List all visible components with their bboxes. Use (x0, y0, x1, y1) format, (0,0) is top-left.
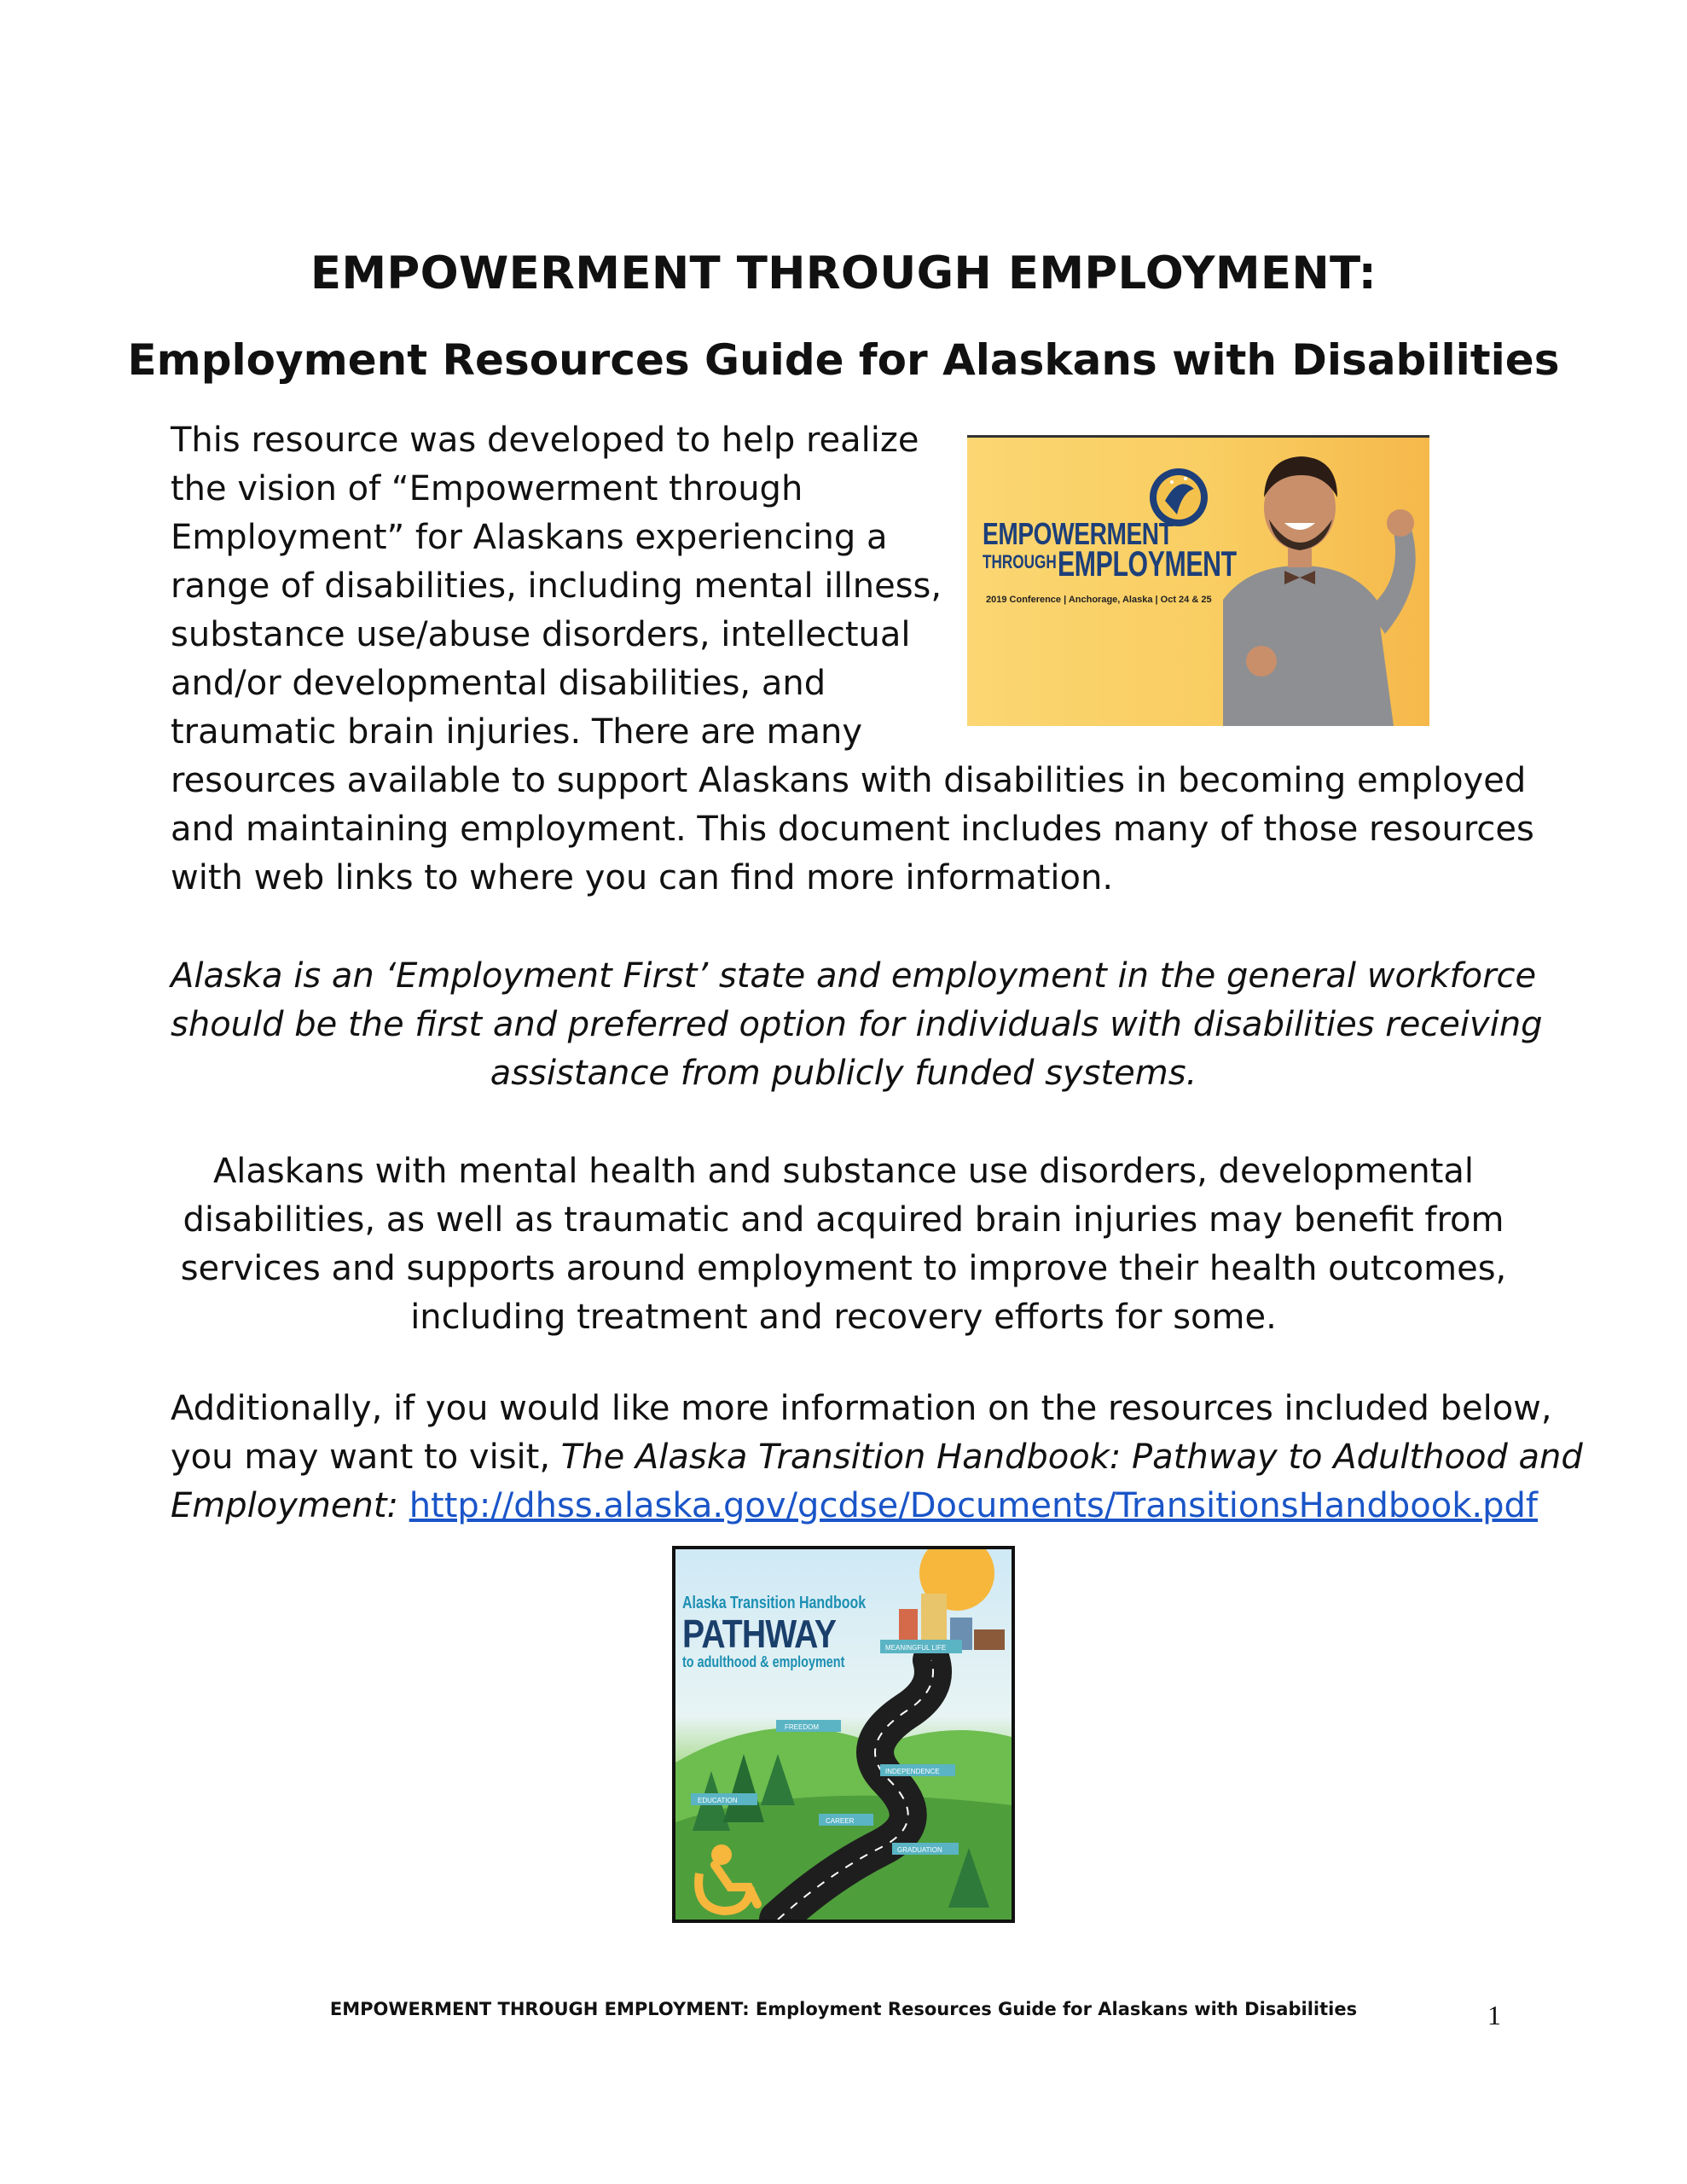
additional-info-paragraph (171, 1385, 1583, 1531)
sign-career: CAREER (826, 1817, 855, 1825)
statement-line: Alaska is an ‘Employment First’ state and employment in the general workforce (171, 956, 1537, 996)
intro-line: the vision of “Empowerment through (171, 469, 803, 508)
benefits-line: services and supports around employment to improve their health outcomes, (180, 1249, 1507, 1288)
additional-line: Additionally, if you would like more information on the resources included below, (171, 1389, 1552, 1428)
banner-brand-line2: THROUGH (983, 551, 1057, 572)
benefits-line: Alaskans with mental health and substance use disorders, developmental (212, 1152, 1475, 1191)
intro-line: substance use/abuse disorders, intellectual (171, 615, 911, 654)
cover-title: Alaska Transition Handbook (682, 1594, 867, 1612)
conference-banner-image (967, 435, 1429, 726)
employment-first-statement (171, 952, 1543, 1098)
intro-line: Employment” for Alaskans experiencing a (171, 518, 888, 557)
banner-brand-line3: EMPLOYMENT (1058, 543, 1237, 584)
page-footer: EMPOWERMENT THROUGH EMPLOYMENT: Employment Resources Guide for Alaskans with Disabilities (329, 1999, 1358, 2019)
intro-line: resources available to support Alaskans with disabilities in becoming employed (171, 761, 1527, 800)
cover-subtitle: to adulthood & employment (682, 1653, 845, 1670)
benefits-line: including treatment and recovery efforts for some. (410, 1298, 1277, 1337)
additional-line (171, 1433, 1583, 1482)
intro-line: range of disabilities, including mental illness, (171, 566, 942, 606)
banner-conference-info: 2019 Conference | Anchorage, Alaska | Oct 24 & 25 (986, 595, 1212, 605)
additional-line (171, 1482, 1552, 1531)
page-number: 1 (1487, 2000, 1501, 2030)
intro-line: with web links to where you can find more information. (171, 858, 1114, 897)
sign-freedom: FREEDOM (785, 1723, 819, 1731)
banner-brand-line1: EMPOWERMENT (983, 516, 1174, 551)
sign-meaningful-life: MEANINGFUL LIFE (885, 1644, 947, 1652)
page-title: EMPOWERMENT THROUGH EMPLOYMENT: (310, 247, 1377, 299)
statement-line: assistance from publicly funded systems. (490, 1054, 1197, 1093)
benefits-paragraph (171, 1147, 1516, 1342)
handbook-title-part1: The Alaska Transition Handbook: Pathway to Adulthood and (560, 1438, 1583, 1477)
handbook-link[interactable]: http://dhss.alaska.gov/gcdse/Documents/TransitionsHandbook.pdf (409, 1486, 1538, 1525)
intro-line: and maintaining employment. This document includes many of those resources (171, 810, 1534, 849)
intro-line: This resource was developed to help realize (171, 421, 919, 460)
sign-independence: INDEPENDENCE (885, 1768, 940, 1775)
sign-graduation: GRADUATION (897, 1846, 942, 1854)
benefits-line: disabilities, as well as traumatic and acquired brain injuries may benefit from (183, 1200, 1504, 1240)
intro-line: traumatic brain injuries. There are many (171, 712, 863, 752)
sign-education: EDUCATION (698, 1797, 738, 1804)
statement-line: should be the first and preferred option for individuals with disabilities receiving (171, 1005, 1543, 1044)
intro-line: and/or developmental disabilities, and (171, 664, 826, 703)
handbook-title-part2: Employment: (171, 1486, 398, 1525)
additional-prefix: you may want to visit, (171, 1438, 561, 1477)
cover-main-title: PATHWAY (682, 1612, 837, 1656)
transition-handbook-cover-image (672, 1546, 1015, 1923)
page-subtitle: Employment Resources Guide for Alaskans with Disabilities (127, 335, 1560, 385)
